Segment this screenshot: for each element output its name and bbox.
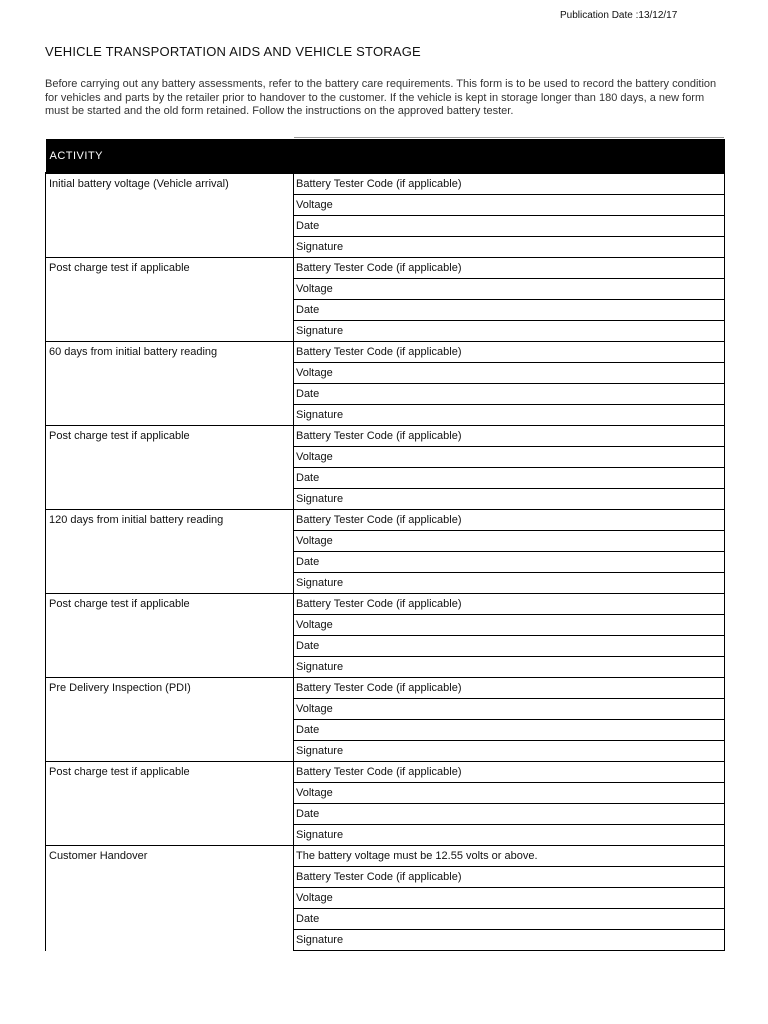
activity-cell: Initial battery voltage (Vehicle arrival) <box>46 173 294 258</box>
activity-cell: 60 days from initial battery reading <box>46 342 294 426</box>
table-row <box>46 173 725 195</box>
page-title: VEHICLE TRANSPORTATION AIDS AND VEHICLE STORAGE <box>45 44 421 59</box>
field-cell[interactable]: Voltage <box>294 783 725 804</box>
field-cell[interactable]: Voltage <box>294 279 725 300</box>
field-cell[interactable]: Signature <box>294 405 725 426</box>
activity-cell: Customer Handover <box>46 846 294 951</box>
field-cell[interactable]: Signature <box>294 825 725 846</box>
field-cell[interactable]: Battery Tester Code (if applicable) <box>294 426 725 447</box>
field-cell[interactable]: Date <box>294 216 725 237</box>
activity-cell: 120 days from initial battery reading <box>46 510 294 594</box>
table-row <box>46 846 725 867</box>
field-cell[interactable]: Battery Tester Code (if applicable) <box>294 594 725 615</box>
field-cell[interactable]: Signature <box>294 237 725 258</box>
table-row <box>46 678 725 699</box>
table-row <box>46 258 725 279</box>
activity-cell: Post charge test if applicable <box>46 594 294 678</box>
field-cell[interactable]: Voltage <box>294 195 725 216</box>
field-cell[interactable]: Battery Tester Code (if applicable) <box>294 678 725 699</box>
field-cell[interactable]: Voltage <box>294 363 725 384</box>
field-cell[interactable]: Voltage <box>294 699 725 720</box>
field-cell[interactable]: Signature <box>294 657 725 678</box>
field-cell[interactable]: Date <box>294 552 725 573</box>
activity-column-header: ACTIVITY <box>46 139 725 173</box>
activity-cell: Post charge test if applicable <box>46 426 294 510</box>
field-cell[interactable]: Date <box>294 300 725 321</box>
field-cell[interactable]: Voltage <box>294 447 725 468</box>
field-cell[interactable]: Battery Tester Code (if applicable) <box>294 258 725 279</box>
activity-cell: Post charge test if applicable <box>46 762 294 846</box>
table-row <box>46 342 725 363</box>
field-cell[interactable]: Voltage <box>294 531 725 552</box>
field-cell[interactable]: Signature <box>294 489 725 510</box>
table-row <box>46 510 725 531</box>
activity-cell: Pre Delivery Inspection (PDI) <box>46 678 294 762</box>
field-cell[interactable]: Signature <box>294 930 725 951</box>
field-cell[interactable]: Battery Tester Code (if applicable) <box>294 762 725 783</box>
field-cell[interactable]: Date <box>294 468 725 489</box>
table-row <box>46 762 725 783</box>
field-cell[interactable]: Signature <box>294 573 725 594</box>
table-row <box>46 426 725 447</box>
field-cell[interactable]: Date <box>294 909 725 930</box>
field-cell[interactable]: Signature <box>294 741 725 762</box>
field-cell[interactable]: Battery Tester Code (if applicable) <box>294 342 725 363</box>
intro-paragraph: Before carrying out any battery assessments, refer to the battery care requirements. This form is to be used to record the battery condition for vehicles and parts by the retailer prior to handover to the customer. If the vehicle is kept in storage longer than 180 days, a new form must be started and the old form retained. Follow the instructions on the approved battery tester. <box>45 78 717 117</box>
field-cell[interactable]: Voltage <box>294 888 725 909</box>
field-cell[interactable]: Date <box>294 720 725 741</box>
activity-cell: Post charge test if applicable <box>46 258 294 342</box>
publication-date: Publication Date :13/12/17 <box>560 10 678 21</box>
field-cell[interactable]: Date <box>294 384 725 405</box>
header-divider <box>294 137 724 138</box>
field-cell[interactable]: Voltage <box>294 615 725 636</box>
field-cell[interactable]: The battery voltage must be 12.55 volts or above. <box>294 846 725 867</box>
battery-record-table <box>45 139 725 951</box>
table-header-row <box>46 139 725 173</box>
field-cell[interactable]: Battery Tester Code (if applicable) <box>294 510 725 531</box>
field-cell[interactable]: Signature <box>294 321 725 342</box>
table-row <box>46 594 725 615</box>
field-cell[interactable]: Battery Tester Code (if applicable) <box>294 173 725 195</box>
table-body <box>46 173 725 951</box>
field-cell[interactable]: Date <box>294 804 725 825</box>
field-cell[interactable]: Battery Tester Code (if applicable) <box>294 867 725 888</box>
field-cell[interactable]: Date <box>294 636 725 657</box>
